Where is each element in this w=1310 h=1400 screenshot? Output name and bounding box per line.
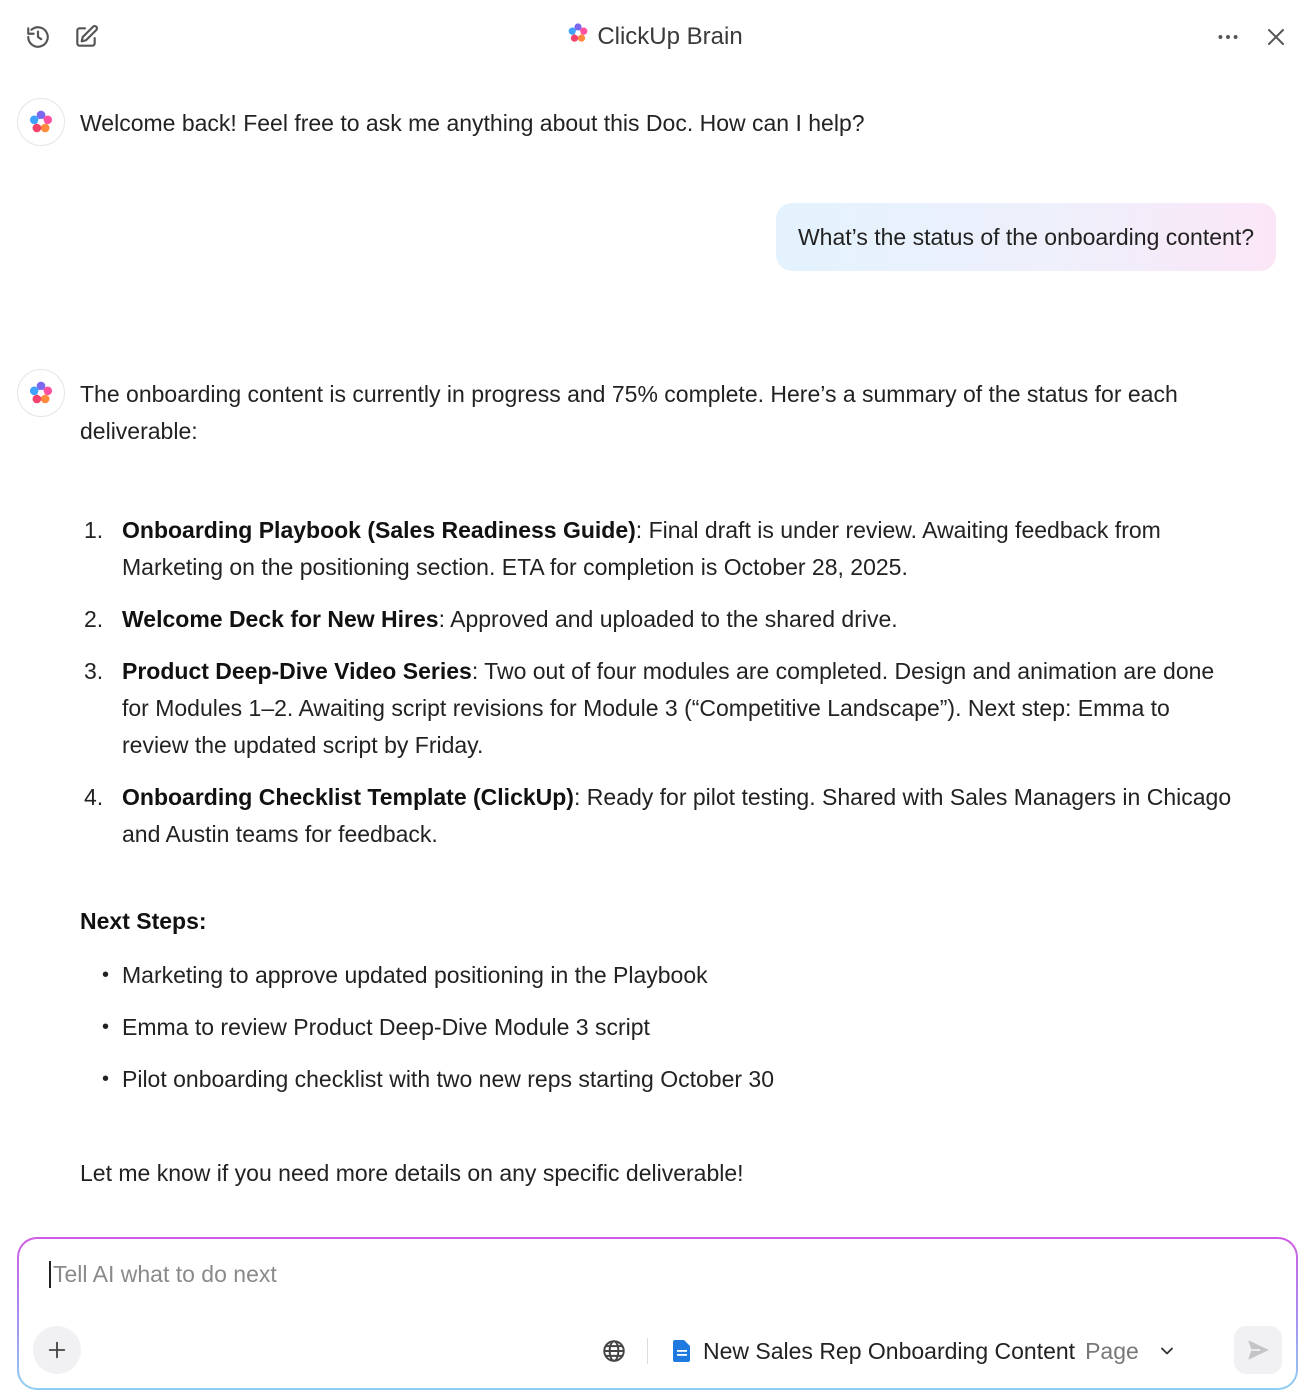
deliverable-status: : Final draft is under review. Awaiting feedback from Marketing on the positioning section. ETA for completion is October 28, 2025. <box>122 517 1161 580</box>
next-steps-heading: Next Steps: <box>80 908 207 934</box>
deliverable-status: : Two out of four modules are completed. Design and animation are done for Modules 1–2. Awaiting script revisions for Module 3 (“Competitive Landscape”). Next step: Emma to review the updated script by Friday. <box>122 658 1215 758</box>
panel-title-text: ClickUp Brain <box>597 22 743 50</box>
deliverables-list <box>80 512 1240 868</box>
deliverable-status: : Approved and uploaded to the shared drive. <box>438 606 898 632</box>
list-number: 4. <box>84 784 104 810</box>
panel-title <box>0 22 1310 51</box>
list-number: 3. <box>84 658 104 684</box>
brain-logo-icon <box>28 109 54 135</box>
plus-icon <box>46 1339 68 1361</box>
context-doc-name: New Sales Rep Onboarding Content <box>703 1337 1076 1364</box>
brain-logo-icon <box>28 380 54 406</box>
composer-inner <box>19 1239 1296 1388</box>
welcome-message: Welcome back! Feel free to ask me anything about this Doc. How can I help? <box>80 110 865 136</box>
deliverable-title: Onboarding Checklist Template (ClickUp) <box>122 784 574 810</box>
deliverable-title: Onboarding Playbook (Sales Readiness Guide) <box>122 517 636 543</box>
answer-intro: The onboarding content is currently in progress and 75% complete. Here’s a summary of the status for each deliverable: <box>80 381 1178 444</box>
globe-icon <box>601 1338 627 1364</box>
list-item <box>80 601 1240 638</box>
list-number: 2. <box>84 606 104 632</box>
divider <box>647 1338 648 1364</box>
chevron-down-icon <box>1157 1341 1177 1361</box>
context-doc-selector[interactable] <box>671 1332 1177 1370</box>
brain-avatar <box>17 369 65 417</box>
composer <box>17 1237 1298 1390</box>
prompt-input[interactable] <box>49 1261 1249 1288</box>
list-item: • Emma to review Product Deep-Dive Module 3 script <box>80 1009 774 1046</box>
send-icon <box>1245 1337 1271 1363</box>
deliverable-title: Welcome Deck for New Hires <box>122 606 439 632</box>
more-icon[interactable] <box>1211 20 1245 54</box>
next-steps-list <box>80 957 774 1113</box>
add-attachment-button[interactable] <box>33 1326 81 1374</box>
closing-message: Let me know if you need more details on any specific deliverable! <box>80 1160 744 1186</box>
list-item: • Pilot onboarding checklist with two new reps starting October 30 <box>80 1061 774 1098</box>
context-doc-kind: Page <box>1085 1337 1139 1364</box>
send-button[interactable] <box>1234 1326 1282 1374</box>
list-item <box>80 512 1240 586</box>
user-message-text: What’s the status of the onboarding content? <box>797 223 1254 250</box>
close-icon[interactable] <box>1259 20 1293 54</box>
user-message-bubble <box>776 203 1276 271</box>
brain-avatar <box>17 98 65 146</box>
list-item: • Marketing to approve updated positioning in the Playbook <box>80 957 774 994</box>
deliverable-title: Product Deep-Dive Video Series <box>122 658 472 684</box>
list-number: 1. <box>84 517 104 543</box>
deliverable-status: : Ready for pilot testing. Shared with Sales Managers in Chicago and Austin teams for feedback. <box>122 784 1232 847</box>
list-item <box>80 779 1240 853</box>
web-search-button[interactable] <box>597 1334 631 1368</box>
clickup-brain-logo-icon <box>567 22 589 51</box>
panel-header <box>0 0 1310 74</box>
list-item <box>80 653 1240 764</box>
doc-icon <box>671 1339 693 1363</box>
